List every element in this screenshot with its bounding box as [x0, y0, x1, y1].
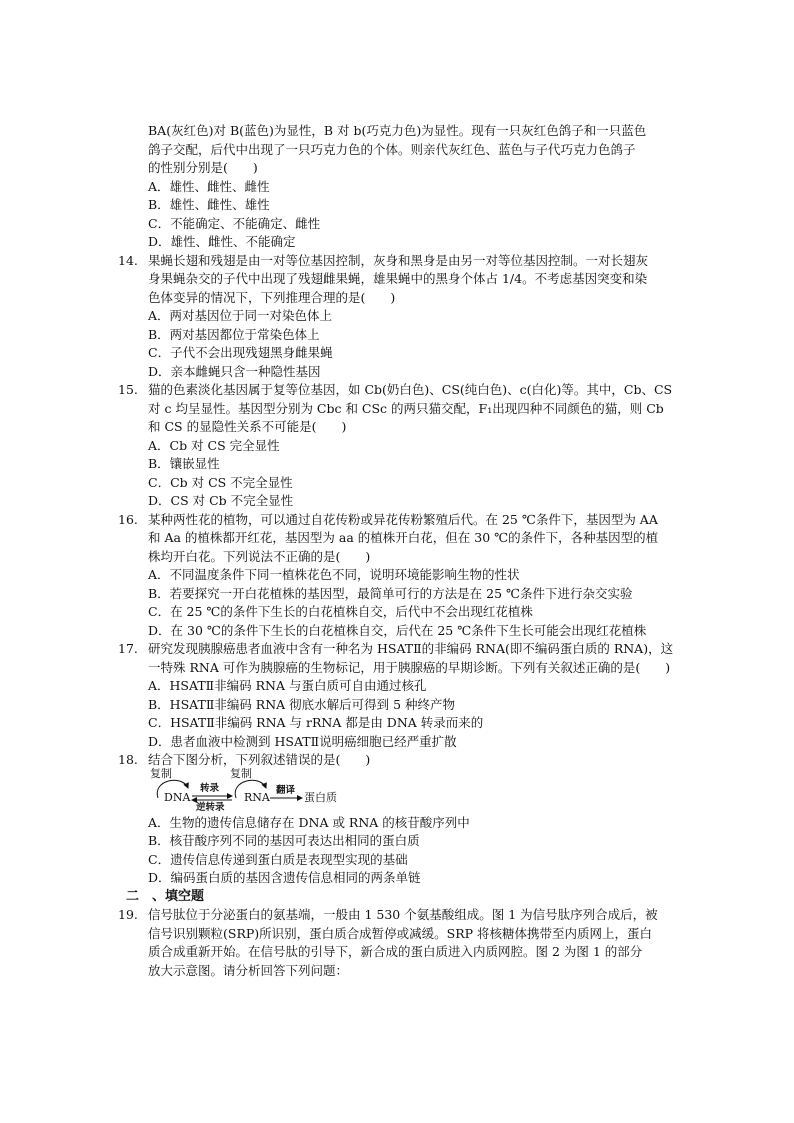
- q16-stem-line: 株均开白花。下列说法不正确的是( ): [148, 548, 371, 564]
- diagram-label-copy-right: 复制: [230, 766, 252, 780]
- q15-stem-line: 猫的色素淡化基因属于复等位基因，如 Cb(奶白色)、CS(纯白色)、c(白化)等。其中，Cb、CS: [148, 382, 673, 397]
- q16-stem-line: 某种两性花的植物，可以通过自花传粉或异花传粉繁殖后代。在 25 ℃条件下，基因型为 AA: [148, 511, 658, 527]
- q17-option-c: C．HSATⅡ非编码 RNA 与 rRNA 都是由 DNA 转录而来的: [148, 715, 484, 730]
- q16-stem-line: 和 Aa 的植株都开红花，基因型为 aa 的植株开白花，但在 30 ℃的条件下，各种基因型的植: [148, 530, 659, 545]
- q18-option-d: D．编码蛋白质的基因含遗传信息相同的两条单链: [148, 870, 421, 885]
- diagram-label-protein: 蛋白质: [304, 790, 337, 804]
- q17-stem-line: 一特殊 RNA 可作为胰腺癌的生物标记，用于胰腺癌的早期诊断。下列有关叙述正确的是( ): [148, 659, 671, 675]
- q17-stem: [118, 640, 694, 677]
- q19-number: 19.: [118, 907, 138, 922]
- q13-stem: [118, 122, 694, 178]
- diagram-label-dna: DNA: [164, 790, 191, 804]
- q13-option-d: D．雄性、雌性、不能确定: [148, 234, 296, 249]
- q15-number: 15.: [118, 382, 138, 397]
- q17-option-d: D．患者血液中检测到 HSATⅡ说明癌细胞已经严重扩散: [148, 733, 457, 749]
- q16-option-d: D．在 30 ℃的条件下生长的白花植株自交，后代在 25 ℃条件下生长可能会出现红花植株: [148, 622, 647, 638]
- q16-option-c: C．在 25 ℃的条件下生长的白花植株自交，后代中不会出现红花植株: [148, 604, 533, 619]
- diagram-label-copy-left: 复制: [150, 766, 172, 780]
- section-title-fill-in: 二 、填空题: [126, 888, 205, 904]
- q15-option-a: A．Cb 对 CS 完全显性: [148, 437, 280, 453]
- diagram-label-translation: 翻译: [276, 784, 296, 796]
- q18-option-a: A．生物的遗传信息储存在 DNA 或 RNA 的核苷酸序列中: [148, 814, 470, 830]
- q18-number: 18.: [118, 752, 138, 767]
- q15-option-c: C．Cb 对 CS 不完全显性: [148, 474, 293, 490]
- q19-stem-line: 放大示意图。请分析回答下列问题：: [148, 962, 349, 978]
- q14-stem: [118, 252, 694, 308]
- q17-option-a: A．HSATⅡ非编码 RNA 与蛋白质可自由通过核孔: [148, 678, 427, 693]
- central-dogma-diagram: [148, 766, 368, 814]
- q15-option-b: B．镶嵌显性: [148, 456, 220, 471]
- q19-stem-line: 信号肽位于分泌蛋白的氨基端，一般由 1 530 个氨基酸组成。图 1 为信号肽序列合成后，被: [148, 907, 658, 922]
- q13-stem-line: 鸽子交配，后代中出现了一只巧克力色的个体。则亲代灰红色、蓝色与子代巧克力色鸽子: [148, 141, 636, 157]
- q14-stem-line: 色体变异的情况下，下列推理合理的是( ): [148, 289, 396, 305]
- q19-stem-line: 信号识别颗粒(SRP)所识别，蛋白质合成暂停或减缓。SRP 将核糖体携带至内质网上，蛋白: [148, 925, 652, 941]
- q13-option-c: C．不能确定、不能确定、雌性: [148, 215, 321, 231]
- q17-stem-line: 研究发现胰腺癌患者血液中含有一种名为 HSATⅡ的非编码 RNA(即不编码蛋白质的 RNA)，这: [148, 641, 674, 656]
- q15-option-d: D．CS 对 Cb 不完全显性: [148, 493, 294, 508]
- q16-option-b: B．若要探究一开白花植株的基因型，最简单可行的方法是在 25 ℃条件下进行杂交实验: [148, 585, 633, 601]
- q18-stem: [118, 751, 694, 770]
- q13-option-a: A．雄性、雌性、雌性: [148, 178, 270, 194]
- q16-option-a: A．不同温度条件下同一植株花色不同，说明环境能影响生物的性状: [148, 567, 520, 582]
- diagram-label-rna: RNA: [244, 790, 270, 804]
- q13-stem-line: BA(灰红色)对 B(蓝色)为显性，B 对 b(巧克力色)为显性。现有一只灰红色鸽子和一只蓝色: [148, 123, 647, 138]
- q15-stem: [118, 381, 694, 437]
- q14-option-c: C．子代不会出现残翅黑身雌果蝇: [148, 345, 333, 360]
- q18-option-b: B．核苷酸序列不同的基因可表达出相同的蛋白质: [148, 833, 420, 848]
- q18-stem-line: 结合下图分析，下列叙述错误的是( ): [148, 752, 371, 767]
- q19-stem-line: 质合成重新开始。在信号肽的引导下，新合成的蛋白质进入内质网腔。图 2 为图 1 的部分: [148, 944, 643, 959]
- q14-number: 14.: [118, 252, 138, 268]
- q15-stem-line: 和 CS 的显隐性关系不可能是( ): [148, 419, 347, 434]
- diagram-label-transcription: 转录: [200, 782, 220, 794]
- question-content: [118, 122, 694, 980]
- q14-option-a: A．两对基因位于同一对染色体上: [148, 308, 333, 323]
- q17-option-b: B．HSATⅡ非编码 RNA 彻底水解后可得到 5 种终产物: [148, 696, 456, 712]
- q13-option-b: B．雄性、雌性、雄性: [148, 197, 270, 212]
- q16-number: 16.: [118, 511, 138, 527]
- q13-stem-line: 的性别分别是( ): [148, 160, 258, 175]
- q14-option-d: D．亲本雌蝇只含一种隐性基因: [148, 363, 321, 379]
- q14-stem-line: 果蝇长翅和残翅是由一对等位基因控制，灰身和黑身是由另一对等位基因控制。一对长翅灰: [148, 252, 649, 268]
- q15-stem-line: 对 c 均呈显性。基因型分别为 Cbc 和 CSc 的两只猫交配，F₁出现四种不同颜色的猫，则 Cb: [148, 400, 664, 416]
- q14-stem-line: 身果蝇杂交的子代中出现了残翅雌果蝇，雄果蝇中的黑身个体占 1/4。不考虑基因突变和染: [148, 271, 648, 286]
- q19-stem: [118, 906, 694, 980]
- diagram-label-reverse-transcription: 逆转录: [196, 801, 225, 813]
- q14-option-b: B．两对基因都位于常染色体上: [148, 326, 320, 342]
- q16-stem: [118, 511, 694, 567]
- q18-option-c: C．遗传信息传递到蛋白质是表现型实现的基础: [148, 851, 408, 867]
- q17-number: 17.: [118, 641, 138, 656]
